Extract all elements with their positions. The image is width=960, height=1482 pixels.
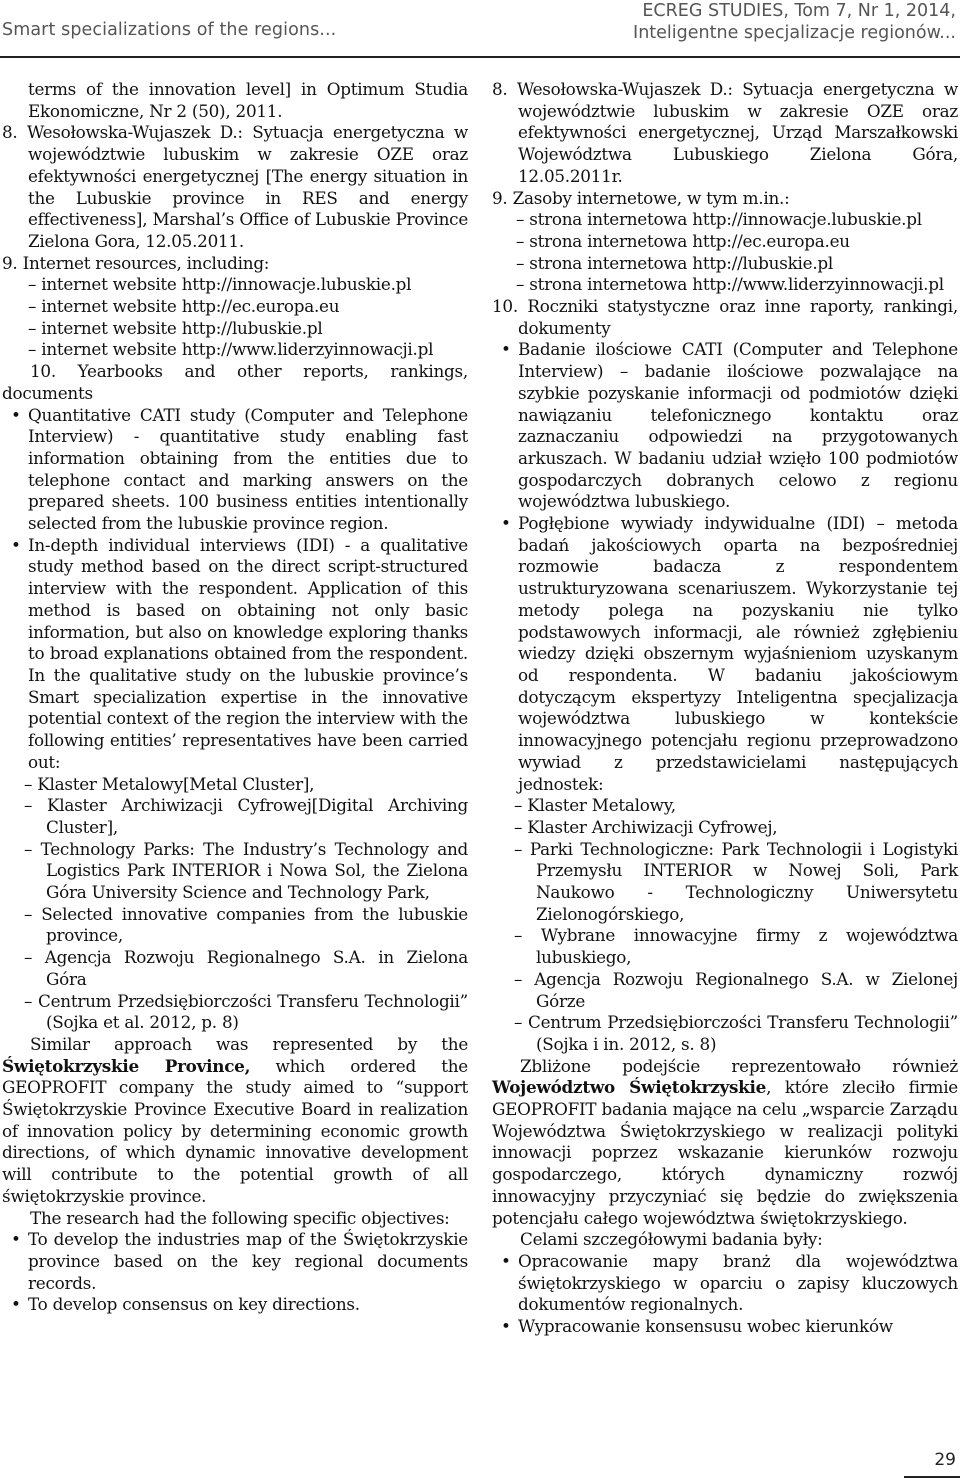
website-item: – strona internetowa http://lubuskie.pl [516,252,834,273]
website-item: – internet website http://www.liderzyinnowacji.pl [28,339,434,360]
bullet-dot-icon: • [11,534,21,555]
english-column [2,79,468,1316]
header-rule [0,56,960,58]
entity-item: – Selected innovative companies from the lubuskie province, [24,903,468,946]
reference-continuation: terms of the innovation level] in Optimum Studia Ekonomiczne, Nr 2 (50), 2011. [28,79,468,121]
objective-item: • To develop consensus on key directions. [11,1294,360,1315]
reference-10: 10. Roczniki statystyczne oraz inne raporty, rankingi, dokumenty [492,296,958,338]
entity-item: – Klaster Metalowy, [514,795,676,816]
bullet-idi: • In-depth individual interviews (IDI) - a qualitative study method based on the direct script-structured interview with the respondent. Application of this method is based on obtaining not only basic information, but also on knowledge exploring thanks to broad explanations obtained from the respondent. In the qualitative study on the lubuskie province’s Smart specialization expertise in the innovative potential context of the region the interview with the following entities’ representatives have been carried out: [11,534,468,772]
polish-column [492,79,958,1338]
header-right-title [633,0,956,44]
page-number-rule [904,1476,960,1478]
bullet-dot-icon: • [11,404,21,425]
website-item: – internet website http://innowacje.lubuskie.pl [28,274,412,295]
header-left-title: Smart specializations of the regions... [2,20,337,40]
paragraph-swietokrzyskie: Zbliżone podejście reprezentowało również Województwo Świętokrzyskie, które zleciło firmie GEOPROFIT badania mające na celu „wsparcie Zarządu Województwa Świętokrzyskiego w realizacji polityki innowacji poprzez wskazanie kierunków rozwoju gospodarczego, których dynamiczny rozwój innowacyjny przyczyniać się będzie do zwiększenia potencjału całego województwa świętokrzyskiego. [492,1055,958,1228]
entity-item: – Centrum Przedsiębiorczości Transferu Technologii” (Sojka i in. 2012, s. 8) [514,1012,958,1054]
objective-item: • To develop the industries map of the Świętokrzyskie province based on the key regional documents records. [11,1229,468,1293]
entity-item: – Agencja Rozwoju Regionalnego S.A. w Zielonej Górze [514,968,958,1011]
bullet-cati: • Badanie ilościowe CATI (Computer and Telephone Interview) – badanie ilościowe pozwalające na szybkie pozyskanie informacji od podmiotów dzięki nawiązaniu telefonicznego kontaktu oraz zaznaczaniu odpowiedzi na przygotowanych arkuszach. W badaniu udział wzięło 100 podmiotów gospodarczych dobranych celowo z regionu województwa lubuskiego. [501,339,958,512]
bullet-idi: • Pogłębione wywiady indywidualne (IDI) – metoda badań jakościowych oparta na bezpośredniej rozmowie badacza z respondentem ustrukturyzowana scenariuszem. Wykorzystanie tej metody polega na pozyskaniu nie tylko podstawowych informacji, ale również zgłębieniu wiedzy dzięki obszernym wyjaśnieniom uzyskanym od respondenta. W badaniu jakościowym dotyczącym ekspertyzy Inteligentna specjalizacja województwa lubuskiego w kontekście innowacyjnego potencjału regionu przeprowadzono wywiad z przedstawicielami następujących jednostek: [501,513,958,794]
paragraph-objectives: The research had the following specific objectives: [30,1207,450,1228]
entity-item: – Parki Technologiczne: Park Technologii i Logistyki Przemysłu INTERIOR w Nowej Soli, Park Naukowo - Technologiczny Uniwersytetu Zielonogórskiego, [514,838,958,924]
bullet-dot-icon: • [501,1250,511,1271]
entity-item: – Klaster Archiwizacji Cyfrowej[Digital Archiving Cluster], [24,795,468,837]
reference-8: 8. Wesołowska-Wujaszek D.: Sytuacja energetyczna w województwie lubuskim w zakresie OZE oraz efektywności energetycznej, Urząd Marszałkowski Województwa Lubuskiego Zielona Góra, 12.05.2011r. [492,79,958,186]
entity-item: – Klaster Archiwizacji Cyfrowej, [514,816,778,837]
paragraph-swietokrzyskie: Similar approach was represented by the Świętokrzyskie Province, which ordered the GEOPROFIT company the study aimed to “support Świętokrzyskie Province Executive Board in realization of innovation policy by determining economic growth directions, of which dynamic innovative development will contribute to the potential growth of all świętokrzyskie province. [2,1033,468,1206]
entity-item: – Centrum Przedsiębiorczości Transferu Technologii” (Sojka et al. 2012, p. 8) [24,990,468,1033]
bullet-cati: • Quantitative CATI study (Computer and Telephone Interview) - quantitative study enabling fast information obtaining from the entities due to telephone contact and marking answers on the prepared sheets. 100 business entities intentionally selected from the lubuskie province region. [11,404,468,534]
website-item: – strona internetowa http://innowacje.lubuskie.pl [516,209,922,230]
page-number: 29 [934,1450,956,1470]
header-journal: ECREG STUDIES, Tom 7, Nr 1, 2014, [642,1,956,21]
bullet-dot-icon: • [11,1229,21,1250]
page-header [0,0,960,60]
reference-8: 8. Wesołowska-Wujaszek D.: Sytuacja energetyczna w województwie lubuskim w zakresie OZE oraz efektywności energetycznej [The energy situation in the Lubuskie province in RES and energy effectiveness], Marshal’s Office of Lubuskie Province Zielona Gora, 12.05.2011. [2,122,468,251]
entity-item: – Klaster Metalowy[Metal Cluster], [24,773,315,794]
website-item: – internet website http://lubuskie.pl [28,317,323,338]
entity-item: – Technology Parks: The Industry’s Technology and Logistics Park INTERIOR i Nowa Sol, the Zielona Góra University Science and Technology Park, [24,838,468,903]
entity-item: – Wybrane innowacyjne firmy z województwa lubuskiego, [514,925,958,968]
header-polish-title: Inteligentne specjalizacje regionów... [633,23,956,43]
entity-item: – Agencja Rozwoju Regionalnego S.A. in Zielona Góra [24,947,468,989]
website-item: – strona internetowa http://ec.europa.eu [516,230,850,251]
reference-9: 9. Internet resources, including: [2,252,270,273]
objective-item: • Opracowanie mapy branż dla województwa świętokrzyskiego w oparciu o zapisy kluczowych dokumentów regionalnych. [501,1250,958,1315]
objective-item: • Wypracowanie konsensusu wobec kierunków [501,1316,893,1337]
bullet-dot-icon: • [501,513,511,534]
bullet-dot-icon: • [501,339,511,360]
reference-10: 10. Yearbooks and other reports, rankings, documents [2,361,468,403]
website-item: – strona internetowa http://www.liderzyinnowacji.pl [516,274,944,295]
paragraph-objectives: Celami szczegółowymi badania były: [520,1229,823,1250]
reference-9: 9. Zasoby internetowe, w tym m.in.: [492,187,790,208]
website-item: – internet website http://ec.europa.eu [28,296,340,317]
bullet-dot-icon: • [11,1294,21,1315]
bullet-dot-icon: • [501,1316,511,1337]
